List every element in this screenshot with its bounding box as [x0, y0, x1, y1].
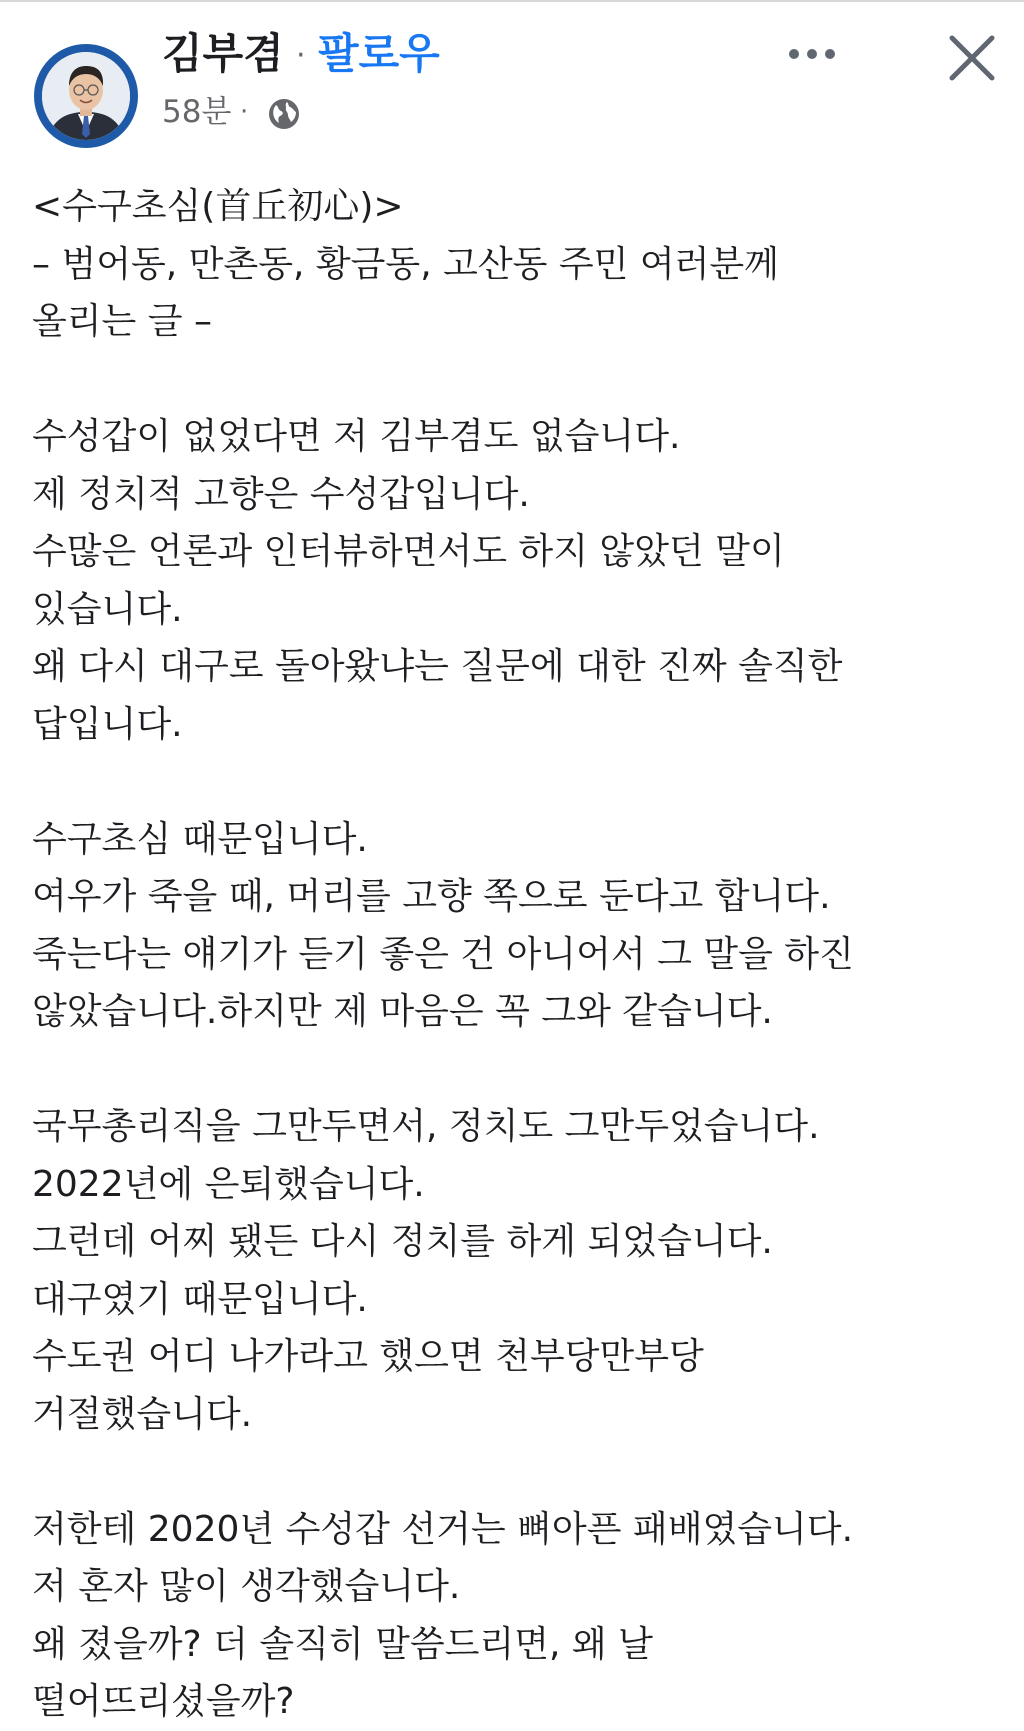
post-text-line: – 범어동, 만촌동, 황금동, 고산동 주민 여러분께	[32, 243, 779, 285]
follow-button[interactable]: 팔로우	[318, 29, 440, 78]
avatar[interactable]	[34, 44, 138, 148]
close-icon[interactable]	[944, 30, 1000, 86]
post-text-line: 않았습니다.하지만 제 마음은 꼭 그와 같습니다.	[32, 991, 773, 1032]
post-text-line: 2022년에 은퇴했습니다.	[32, 1163, 425, 1205]
post-text-line: 떨어뜨리셨을까?	[32, 1681, 295, 1722]
post-text-line: <수구초심(首丘初心)>	[32, 186, 404, 227]
post-text-line: 제 정치적 고향은 수성갑입니다.	[32, 473, 530, 515]
post-text-line: 거절했습니다.	[32, 1393, 253, 1435]
post-text-line: 여우가 죽을 때, 머리를 고향 쪽으로 둔다고 합니다.	[32, 876, 831, 917]
post-text-line: 수성갑이 없었다면 저 김부겸도 없습니다.	[32, 416, 681, 457]
blank-line	[32, 351, 1002, 409]
globe-icon	[266, 96, 302, 132]
post-text-line: 저 혼자 많이 생각했습니다.	[32, 1566, 461, 1607]
post-text-line: 죽는다는 얘기가 듣기 좋은 건 아니어서 그 말을 하진	[32, 933, 854, 975]
post-text-line: 수구초심 때문입니다.	[32, 818, 368, 860]
post-text-line: 왜 졌을까? 더 솔직히 말씀드리면, 왜 날	[32, 1623, 653, 1665]
blank-line	[32, 1443, 1002, 1501]
post-text	[32, 178, 1002, 1731]
post-text-line: 왜 다시 대구로 돌아왔냐는 질문에 대한 진짜 솔직한	[32, 646, 843, 687]
more-options-icon[interactable]	[782, 36, 842, 72]
header-separator: ·	[296, 38, 306, 73]
blank-line	[32, 1041, 1002, 1099]
post-text-line: 수많은 언론과 인터뷰하면서도 하지 않았던 말이	[32, 531, 785, 572]
post-text-line: 그런데 어찌 됐든 다시 정치를 하게 되었습니다.	[32, 1221, 773, 1262]
author-name[interactable]: 김부겸	[162, 29, 284, 78]
post-text-line: 저한테 2020년 수성갑 선거는 뼈아픈 패배였습니다.	[32, 1508, 854, 1550]
post-text-line: 국무총리직을 그만두면서, 정치도 그만두었습니다.	[32, 1106, 820, 1147]
post-text-line: 있습니다.	[32, 588, 183, 630]
avatar-photo	[42, 52, 130, 140]
timestamp-separator: ·	[240, 97, 249, 127]
post-text-line: 대구였기 때문입니다.	[32, 1278, 368, 1320]
blank-line	[32, 753, 1002, 811]
post-text-line: 올리는 글 –	[32, 301, 212, 342]
post-header	[0, 0, 1024, 150]
post-text-line: 수도권 어디 나가라고 했으면 천부당만부당	[32, 1336, 704, 1377]
post-timestamp[interactable]: 58분	[162, 94, 232, 130]
post-text-line: 답입니다.	[32, 703, 183, 745]
